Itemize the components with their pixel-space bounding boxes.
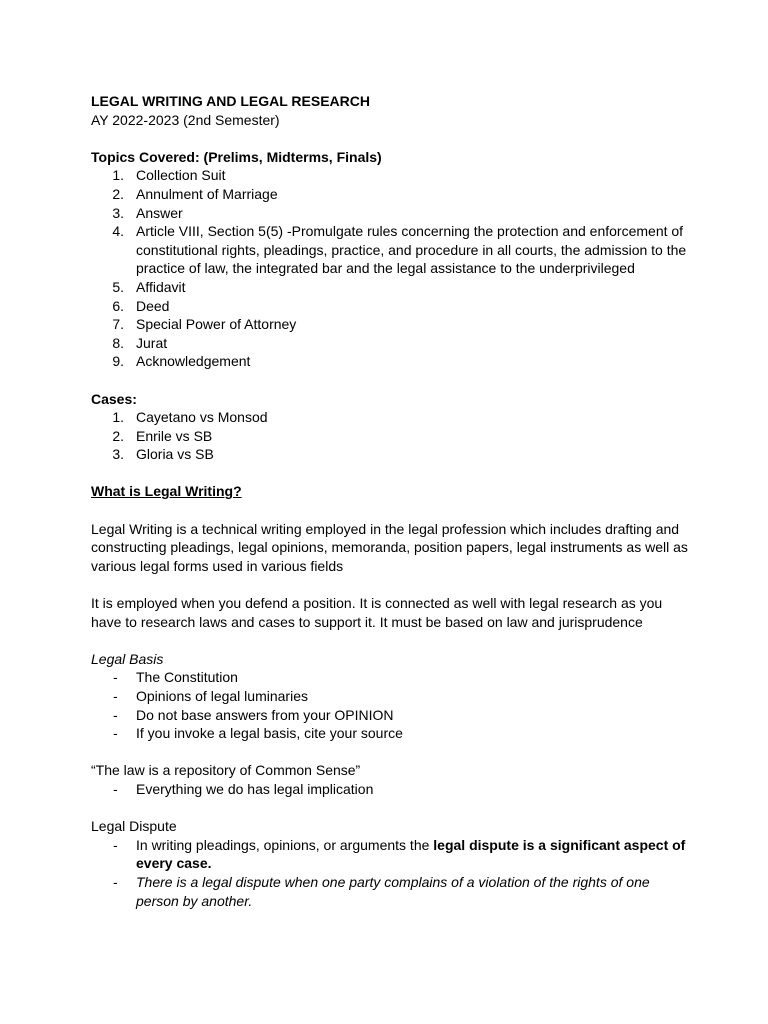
dash-marker: - — [113, 725, 118, 742]
dash-marker: - — [113, 706, 118, 723]
legal-writing-paragraph: Legal Writing is a technical writing employed in the legal profession which includes drafting and constructing pleadings, legal opinions, memoranda, position papers, legal instruments as well as various legal forms used in various fields — [91, 520, 688, 574]
list-item-text: Acknowledgement — [136, 353, 251, 370]
spacer — [91, 575, 688, 594]
spacer — [91, 464, 688, 483]
spacer — [91, 631, 688, 650]
list-item-text: Gloria vs SB — [136, 446, 214, 463]
list-number: 8. — [112, 334, 124, 351]
list-item-text — [136, 837, 685, 872]
list-item — [91, 687, 688, 706]
list-item-text: Article VIII, Section 5(5) -Promulgate rules concerning the protection and enforcement of constitutional rights, pleadings, practice, and procedure in all courts, the admission to the practice of law, the integrated bar and the legal assistance to the underprivileged — [136, 223, 687, 277]
list-item — [91, 315, 688, 334]
cases-heading: Cases: — [91, 390, 137, 407]
list-number: 6. — [112, 297, 124, 314]
list-item — [91, 185, 688, 204]
list-item-text: Cayetano vs Monsod — [136, 409, 268, 426]
cases-list — [91, 408, 688, 464]
list-number: 7. — [112, 316, 124, 333]
dash-marker: - — [113, 836, 118, 853]
list-item-text: Opinions of legal luminaries — [136, 688, 308, 704]
list-item — [91, 204, 688, 223]
list-item-text: There is a legal dispute when one party complains of a violation of the rights of one person by another. — [136, 873, 650, 909]
list-item — [91, 297, 688, 316]
list-item-text: Special Power of Attorney — [136, 316, 297, 333]
list-number: 2. — [112, 185, 124, 202]
list-item-text: Everything we do has legal implication — [136, 780, 374, 797]
dash-marker: - — [113, 669, 118, 686]
list-number: 4. — [112, 223, 124, 240]
list-item-text: Jurat — [136, 334, 168, 351]
list-item — [91, 166, 688, 185]
list-item-text: Annulment of Marriage — [136, 185, 278, 202]
quote-text: “The law is a repository of Common Sense” — [91, 762, 361, 779]
list-item — [91, 706, 688, 725]
list-item — [91, 222, 688, 278]
list-item — [91, 780, 688, 799]
document-title: LEGAL WRITING AND LEGAL RESEARCH — [91, 93, 370, 109]
list-item-text: Collection Suit — [136, 167, 226, 184]
list-number: 5. — [112, 278, 124, 295]
spacer — [91, 799, 688, 818]
quote-list — [91, 780, 688, 799]
legal-writing-heading: What is Legal Writing? — [91, 483, 242, 500]
dash-marker: - — [113, 780, 118, 797]
dash-marker: - — [113, 873, 118, 890]
list-item — [91, 408, 688, 427]
list-item-text: Enrile vs SB — [136, 427, 213, 444]
list-number: 3. — [112, 446, 124, 463]
list-item — [91, 836, 688, 873]
list-item-text-bold: legal dispute is a significant aspect of every case. — [136, 836, 686, 872]
list-item — [91, 724, 688, 743]
list-item-text: If you invoke a legal basis, cite your source — [136, 725, 403, 742]
list-item — [91, 278, 688, 297]
list-number: 3. — [112, 204, 124, 221]
legal-dispute-heading: Legal Dispute — [91, 818, 177, 835]
spacer — [91, 371, 688, 390]
list-item-text: Do not base answers from your OPINION — [136, 706, 394, 723]
spacer — [91, 501, 688, 520]
list-number: 2. — [112, 427, 124, 444]
list-number: 9. — [112, 353, 124, 370]
list-number: 1. — [112, 167, 124, 184]
list-item — [91, 445, 688, 464]
list-item — [91, 352, 688, 371]
list-item — [91, 873, 688, 910]
list-number: 1. — [112, 409, 124, 426]
topics-list — [91, 166, 688, 371]
list-item — [91, 427, 688, 446]
legal-basis-heading: Legal Basis — [91, 650, 164, 667]
spacer — [91, 129, 688, 148]
legal-dispute-list — [91, 836, 688, 910]
list-item-text: Answer — [136, 204, 183, 221]
list-item-text: Deed — [136, 297, 170, 314]
list-item-text: Affidavit — [136, 278, 186, 295]
topics-heading: Topics Covered: (Prelims, Midterms, Finals) — [91, 148, 382, 165]
legal-basis-list — [91, 668, 688, 742]
legal-writing-paragraph: It is employed when you defend a position. It is connected as well with legal research as you have to research laws and cases to support it. It must be based on law and jurisprudence — [91, 595, 663, 630]
list-item-text-plain: In writing pleadings, opinions, or arguments the — [136, 836, 434, 853]
list-item — [91, 668, 688, 687]
list-item — [91, 334, 688, 353]
spacer — [91, 743, 688, 762]
list-item-text: The Constitution — [136, 669, 238, 686]
dash-marker: - — [113, 688, 118, 704]
academic-term: AY 2022-2023 (2nd Semester) — [91, 111, 280, 128]
